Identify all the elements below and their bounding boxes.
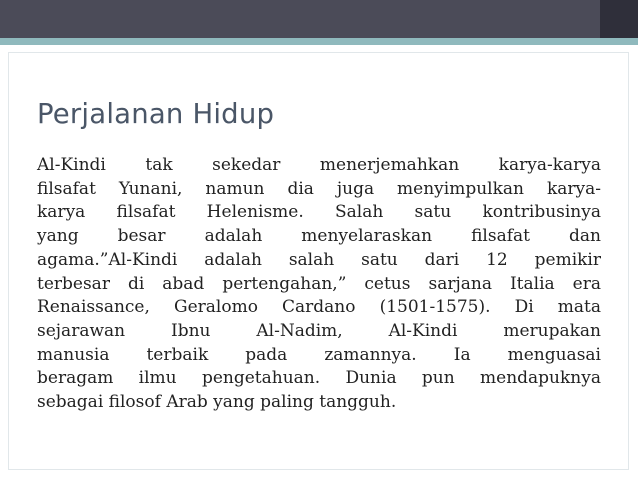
header-band [0, 0, 638, 45]
header-band-accent [0, 38, 638, 45]
body-line: sebagai filosof Arab yang paling tangguh. [37, 392, 397, 413]
body-line: agama.”Al-Kindi adalah salah satu dari 12 pemikir [37, 249, 601, 270]
body-line: filsafat Yunani, namun dia juga menyimpulkan karya- [37, 178, 601, 199]
body-line: yang besar adalah menyelaraskan filsafat dan [37, 226, 601, 247]
body-line: beragam ilmu pengetahuan. Dunia pun mendapuknya [37, 368, 601, 389]
slide-body-text [37, 154, 601, 415]
body-line: manusia terbaik pada zamannya. Ia menguasai [37, 344, 601, 365]
body-line: karya filsafat Helenisme. Salah satu kontribusinya [37, 202, 601, 223]
body-line: Renaissance, Geralomo Cardano (1501-1575). Di mata [37, 297, 601, 318]
header-corner-square [600, 0, 638, 38]
slide-title: Perjalanan Hidup [37, 98, 275, 130]
body-line: terbesar di abad pertengahan,” cetus sarjana Italia era [37, 273, 601, 294]
body-line: sejarawan Ibnu Al-Nadim, Al-Kindi merupakan [37, 320, 601, 341]
body-line: Al-Kindi tak sekedar menerjemahkan karya-karya [37, 155, 601, 175]
header-band-dark [0, 0, 638, 38]
